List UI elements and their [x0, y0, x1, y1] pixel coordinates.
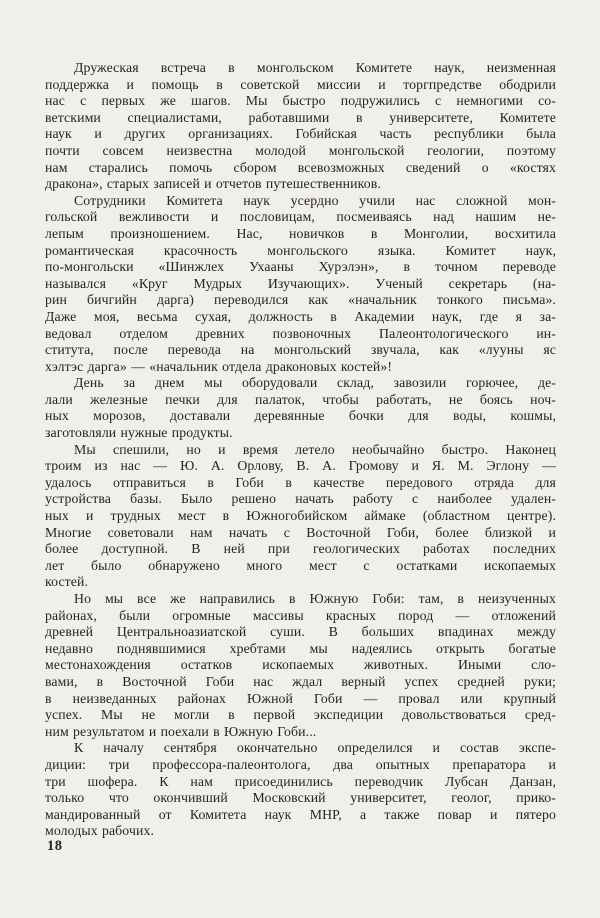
text-line: более доступной. В ней при геологических работах последних: [45, 541, 556, 557]
text-line: Многие советовали нам начать с Восточной Гоби, более близкой и: [45, 524, 556, 540]
text-line: наук и других организациях. Гобийская часть республики была: [45, 126, 556, 142]
text-line: костей.: [45, 574, 89, 590]
text-line: успех. Мы не могли в первой экспедиции довольствоваться сред-: [45, 707, 556, 723]
text-line: троим из нас — Ю. А. Орлову, В. А. Громову и Я. М. Эглону —: [45, 458, 556, 474]
text-line: диции: три профессора-палеонтолога, два опытных препаратора и: [45, 756, 556, 772]
text-line: ститута, после перевода на монгольский звучала, как «лууны яс: [45, 342, 556, 358]
text-line: К началу сентября окончательно определился и состав экспе-: [74, 740, 556, 756]
text-line: ных и трудных мест в Южногобийском аймаке (областном центре).: [45, 508, 556, 524]
text-line: Мы спешили, но и время летело необычайно быстро. Наконец: [74, 441, 556, 457]
page-number: 18: [47, 838, 63, 854]
text-line: устройства базы. Было решено начать работу с наиболее удален-: [45, 491, 556, 507]
text-line: рин бичгийн дарга) переводился как «начальник тонкого письма».: [45, 292, 556, 308]
text-line: почти совсем неизвестна молодой монгольской геологии, поэтому: [45, 142, 556, 158]
text-line: лали железные печки для палаток, чтобы работать, не боясь ноч-: [45, 391, 556, 407]
text-line: романтическая красочность монгольского языка. Комитет наук,: [45, 242, 556, 258]
text-line: молодых рабочих.: [45, 823, 155, 839]
text-line: по-монгольски «Шинжлех Ухааны Хурэлэн», в точном переводе: [45, 259, 556, 275]
text-line: назывался «Круг Мудрых Изучающих». Ученый секретарь (на-: [45, 275, 556, 291]
text-line: нас с первых же шагов. Мы быстро подружились с немногими со-: [45, 93, 556, 109]
text-line: лепым произношением. Нас, новичков в Монголии, восхитила: [45, 225, 556, 241]
text-line: районах, были огромные массивы красных пород — отложений: [45, 607, 556, 623]
text-line: удалось отправиться в Гоби в качестве передового отряда для: [45, 474, 556, 490]
text-line: ветскими специалистами, работавшими в университете, Комитете: [45, 109, 556, 125]
text-line: хэлтэс дарга» — «начальник отдела драконовых костей»!: [45, 358, 393, 374]
text-line: вами, в Восточной Гоби нас ждал верный успех средней руки;: [45, 673, 556, 689]
text-line: ных морозов, доставали деревянные бочки для воды, кошмы,: [45, 408, 556, 424]
text-line: недавно поднявшимися хребтами мы надеялись открыть богатые: [45, 640, 556, 656]
text-line: поддержка и помощь в советской миссии и торгпредстве ободрили: [45, 76, 556, 92]
text-line: День за днем мы оборудовали склад, завозили горючее, де-: [74, 375, 556, 391]
text-line: Даже моя, весьма сухая, должность в Академии наук, где я за-: [45, 308, 556, 324]
text-line: дракона», старых записей и отчетов путешественников.: [45, 176, 381, 192]
text-line: гольской вежливости и пословицам, посмеиваясь над нашим не-: [45, 209, 556, 225]
text-line: Дружеская встреча в монгольском Комитете наук, неизменная: [74, 60, 556, 75]
text-line: ведовал отделом древних позвоночных Палеонтологического ин-: [45, 325, 556, 341]
text-line: заготовляли нужные продукты.: [45, 425, 233, 441]
text-line: местонахождения остатков ископаемых животных. Иными сло-: [45, 657, 556, 673]
text-line: Но мы все же направились в Южную Гоби: там, в неизученных: [74, 591, 556, 606]
text-line: мандированный от Комитета наук МНР, а также повар и пятеро: [45, 806, 556, 822]
text-line: нам старались помочь сбором всевозможных сведений о «костях: [45, 159, 556, 175]
text-line: лет было обнаружено много мест с остатками ископаемых: [45, 557, 556, 573]
text-line: ним результатом и поехали в Южную Гоби...: [45, 723, 317, 739]
text-line: только что окончивший Московский университет, геолог, прико-: [45, 790, 556, 806]
text-line: древней Центральноазиатской суши. В больших впадинах между: [45, 624, 556, 640]
text-line: три шофера. К нам присоединились переводчик Лубсан Данзан,: [45, 773, 556, 789]
page-text: [45, 60, 556, 840]
text-line: в неизведанных районах Южной Гоби — провал или крупный: [45, 690, 556, 706]
text-line: Сотрудники Комитета наук усердно учили нас сложной мон-: [74, 192, 556, 208]
